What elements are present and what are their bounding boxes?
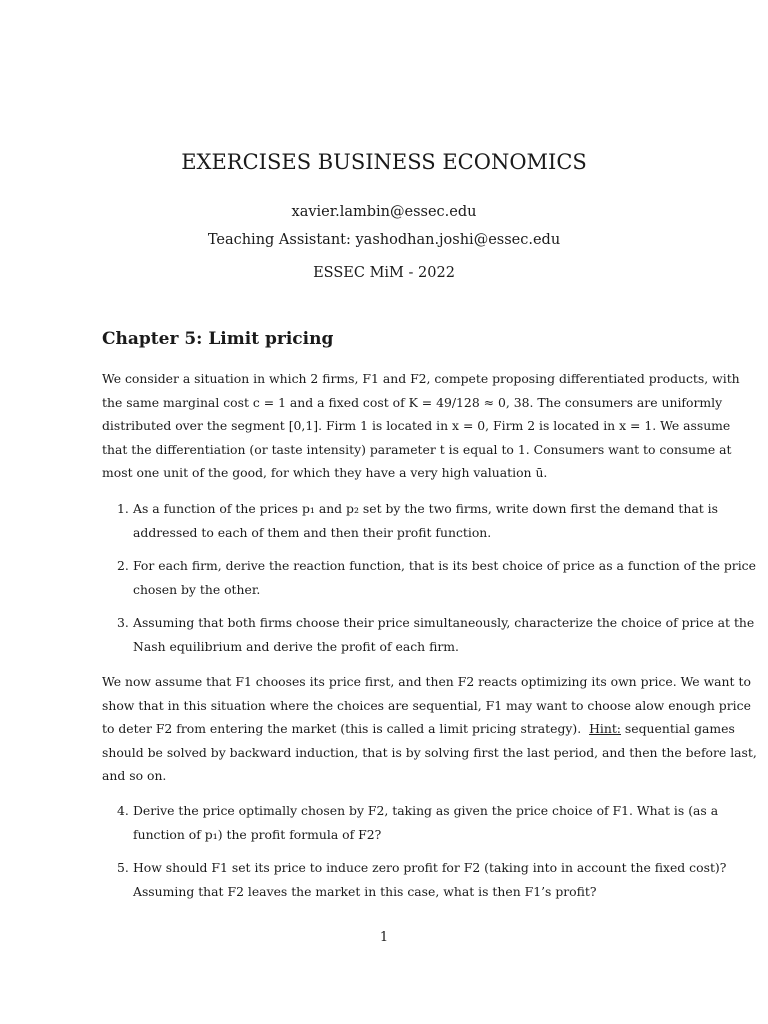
text-line: most one unit of the good, for which they have a very high valuation ū. — [102, 465, 548, 480]
text-line — [102, 717, 735, 741]
teaching-assistant: Teaching Assistant: yashodhan.joshi@essec.edu — [207, 232, 561, 248]
text-line: Assuming that both firms choose their price simultaneously, characterize the choice of price at the — [133, 615, 755, 630]
text-line: should be solved by backward induction, that is by solving first the last period, and then the before last, — [102, 744, 757, 760]
text-line: For each firm, derive the reaction function, that is its best choice of price as a function of the price — [133, 558, 756, 573]
question-number: 5. — [117, 860, 129, 875]
text-line: that the differentiation (or taste intensity) parameter t is equal to 1. Consumers want to consume at — [102, 441, 732, 457]
text-line: function of p₁) the profit formula of F2? — [133, 826, 382, 842]
text-line: Assuming that F2 leaves the market in this case, what is then F1’s profit? — [133, 883, 597, 899]
text-line: Nash equilibrium and derive the profit of each firm. — [133, 638, 459, 654]
text-line: How should F1 set its price to induce zero profit for F2 (taking into in account the fixed cost)? — [133, 860, 727, 875]
text-segment: to deter F2 from entering the market (this is called a limit pricing strategy). — [102, 721, 582, 736]
text-line: and so on. — [102, 768, 167, 783]
text-line: chosen by the other. — [133, 581, 261, 597]
question-number: 3. — [117, 615, 129, 630]
chapter-heading: Chapter 5: Limit pricing — [102, 329, 334, 349]
text-line: Derive the price optimally chosen by F2, taking as given the price choice of F1. What is (as a — [133, 803, 719, 818]
page-number: 1 — [379, 930, 389, 945]
hint-label: Hint: — [589, 721, 621, 736]
question-number: 1. — [117, 501, 129, 516]
text-line: We consider a situation in which 2 firms, F1 and F2, compete proposing differentiated products, with — [102, 371, 740, 386]
text-segment: sequential games — [620, 721, 735, 736]
text-line: We now assume that F1 chooses its price first, and then F2 reacts optimizing its own price. We want to — [102, 674, 751, 689]
text-line: show that in this situation where the choices are sequential, F1 may want to choose alow enough price — [102, 697, 751, 713]
sequential-paragraph — [102, 670, 757, 788]
program-year: ESSEC MiM - 2022 — [313, 265, 455, 281]
author-email: xavier.lambin@essec.edu — [291, 204, 477, 220]
intro-paragraph — [102, 367, 740, 485]
document-title: EXERCISES BUSINESS ECONOMICS — [181, 150, 587, 174]
question-number: 4. — [117, 803, 129, 818]
text-line: addressed to each of them and then their profit function. — [133, 524, 492, 540]
question-number: 2. — [117, 558, 129, 573]
text-line: distributed over the segment [0,1]. Firm 1 is located in x = 0, Firm 2 is located in x = 1. We assume — [102, 418, 731, 433]
text-line: the same marginal cost c = 1 and a fixed cost of K = 49/128 ≈ 0, 38. The consumers are uniformly — [102, 394, 723, 410]
text-line: As a function of the prices p₁ and p₂ set by the two firms, write down first the demand that is — [133, 501, 718, 516]
